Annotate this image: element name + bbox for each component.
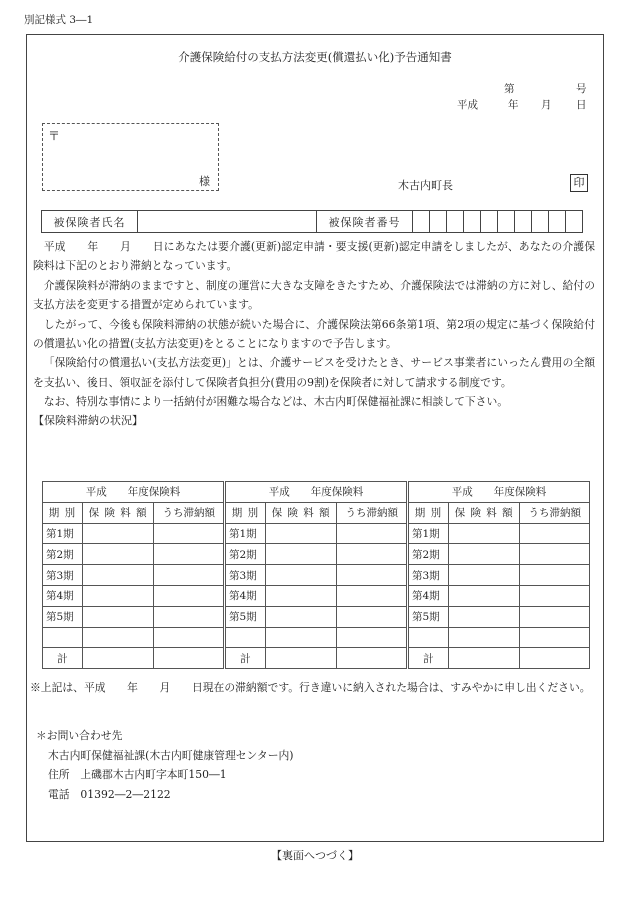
col-arrears: うち滞納額 xyxy=(520,502,590,523)
document-title: 介護保険給付の支払方法変更(償還払い化)予告通知書 xyxy=(178,50,452,64)
body-text xyxy=(33,237,595,412)
col-amount: 保 険 料 額 xyxy=(448,502,520,523)
arrears-table xyxy=(225,481,407,669)
period-label: 第2期 xyxy=(409,544,449,565)
form-id: 別記様式 3―1 xyxy=(24,14,94,26)
col-arrears: うち滞納額 xyxy=(154,502,224,523)
insured-number-label: 被保険者番号 xyxy=(317,211,413,233)
body-paragraph: 介護保険料が滞納のままですと、制度の運営に大きな支障をきたすため、介護保険法では滞納の方に対し、給付の支払方法を変更する措置が定められています。 xyxy=(33,278,595,312)
insured-number-digit xyxy=(481,211,498,233)
period-label xyxy=(409,627,449,648)
col-arrears: うち滞納額 xyxy=(337,502,407,523)
period-label: 第5期 xyxy=(409,606,449,627)
period-label: 第1期 xyxy=(409,523,449,544)
body-paragraph: 「保険給付の償還払い(支払方法変更)」とは、介護サービスを受けたとき、サービス事業者にいったん費用の全額を支払い、後日、領収証を添付して保険者負担分(費用の9割)を保険者に対して請求する制度です。 xyxy=(33,356,595,389)
col-amount: 保 険 料 額 xyxy=(82,502,154,523)
date-month: 月 xyxy=(541,99,552,111)
postal-mark: 〒 xyxy=(48,129,61,143)
period-label xyxy=(43,627,83,648)
total-label: 計 xyxy=(409,648,449,669)
footer-continue: 【裏面へつづく】 xyxy=(271,849,359,862)
period-label: 第4期 xyxy=(409,585,449,606)
period-label: 第3期 xyxy=(226,565,266,586)
date-era: 平成 xyxy=(457,99,478,111)
contact-dept: 木古内町保健福祉課(木古内町健康管理センター内) xyxy=(48,748,294,762)
section-title: 【保険料滞納の状況】 xyxy=(33,414,143,427)
sender-name: 木古内町長 xyxy=(398,179,453,192)
honorific: 様 xyxy=(199,175,210,188)
total-label: 計 xyxy=(43,648,83,669)
insured-table xyxy=(41,210,583,233)
table-header: 平成 年度保険料 xyxy=(226,482,407,503)
insured-number-digit xyxy=(549,211,566,233)
col-period: 期 別 xyxy=(409,502,449,523)
table-header: 平成 年度保険料 xyxy=(409,482,590,503)
insured-number-digit xyxy=(515,211,532,233)
seal-mark: 印 xyxy=(570,174,588,192)
body-paragraph: したがって、今後も保険料滞納の状態が続いた場合に、介護保険法第66条第1項、第2項の規定に基づく保険給付の償還払い化の措置(支払方法変更)をとることになりますので予告します。 xyxy=(33,317,595,351)
period-label: 第3期 xyxy=(409,565,449,586)
date-year: 年 xyxy=(508,99,519,111)
table-header: 平成 年度保険料 xyxy=(43,482,224,503)
period-label: 第4期 xyxy=(226,585,266,606)
col-amount: 保 険 料 額 xyxy=(265,502,337,523)
period-label: 第4期 xyxy=(43,585,83,606)
contact-block xyxy=(36,726,294,804)
insured-number-digit xyxy=(532,211,549,233)
period-label: 第1期 xyxy=(43,523,83,544)
arrears-table xyxy=(42,481,224,669)
contact-phone: 電話 01392―2―2122 xyxy=(48,787,171,801)
insured-number-digit xyxy=(413,211,430,233)
col-period: 期 別 xyxy=(43,502,83,523)
contact-address: 住所 上磯郡木古内町字本町150―1 xyxy=(48,768,227,781)
address-box xyxy=(42,123,219,191)
total-label: 計 xyxy=(226,648,266,669)
body-paragraph: なお、特別な事情により一括納付が困難な場合などは、木古内町保健福祉課に相談して下さい。 xyxy=(43,395,509,409)
doc-number-go: 号 xyxy=(576,83,587,95)
insured-number-digit xyxy=(464,211,481,233)
period-label: 第5期 xyxy=(43,606,83,627)
insured-number-digit xyxy=(447,211,464,233)
period-label: 第1期 xyxy=(226,523,266,544)
insured-name-field xyxy=(138,211,317,233)
period-label: 第2期 xyxy=(226,544,266,565)
col-period: 期 別 xyxy=(226,502,266,523)
arrears-table xyxy=(408,481,590,669)
period-label xyxy=(226,627,266,648)
insured-number-digit xyxy=(430,211,447,233)
arrears-note: ※上記は、平成 年 月 日現在の滞納額です。行き違いに納入された場合は、すみやかに申し出ください。 xyxy=(30,681,591,694)
contact-heading: ＊お問い合わせ先 xyxy=(36,729,123,742)
insured-number-digit xyxy=(566,211,583,233)
period-label: 第5期 xyxy=(226,606,266,627)
period-label: 第3期 xyxy=(43,565,83,586)
date-day: 日 xyxy=(576,99,587,111)
period-label: 第2期 xyxy=(43,544,83,565)
insured-name-label: 被保険者氏名 xyxy=(42,211,138,233)
doc-number-dai: 第 xyxy=(504,83,515,95)
insured-number-digit xyxy=(498,211,515,233)
body-paragraph: 平成 年 月 日にあなたは要介護(更新)認定申請・要支援(更新)認定申請をしましたが、あなたの介護保険料は下記のとおり滞納となっています。 xyxy=(33,240,595,273)
